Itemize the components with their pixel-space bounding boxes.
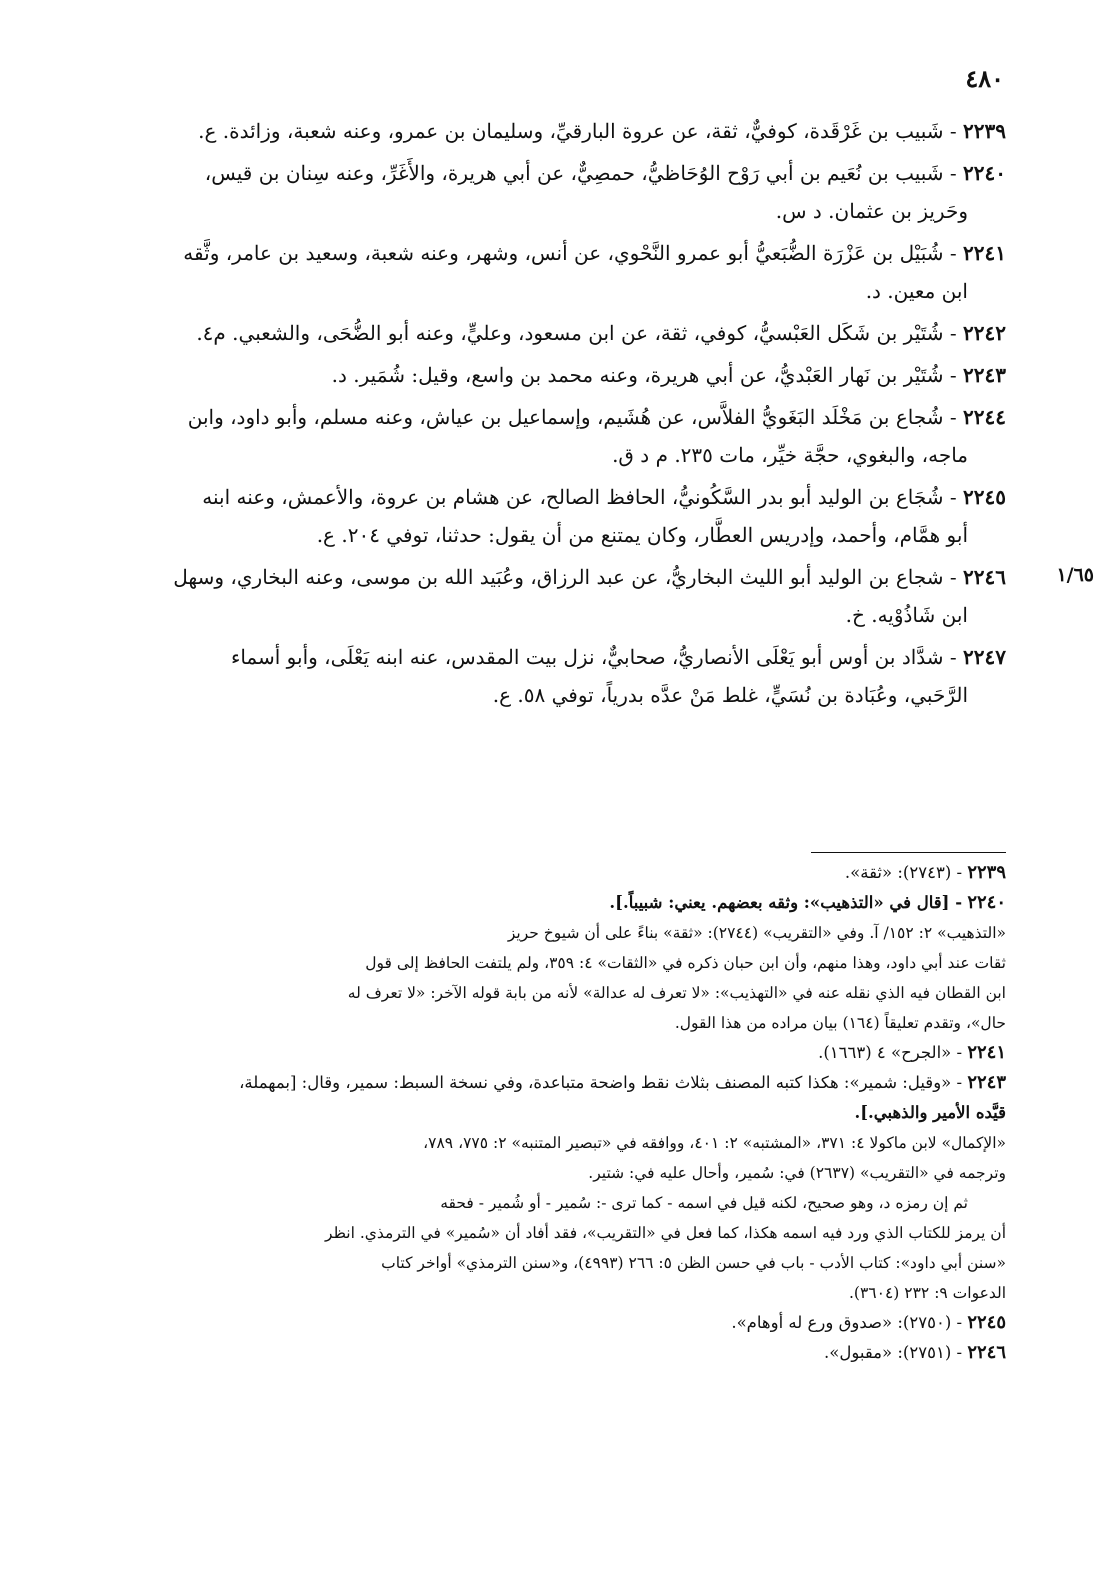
footnote-number: ٢٢٤١: [967, 1042, 1006, 1063]
footnote-number: ٢٢٤٥: [967, 1312, 1006, 1333]
entry-number: ٢٢٤٣: [963, 363, 1006, 387]
footnote-line: الدعوات ٩: ٢٣٢ (٣٦٠٤).: [849, 1284, 1006, 1302]
entry: [48, 112, 1006, 150]
entry-number: ٢٢٤٧: [963, 645, 1006, 669]
entry-continuation: أبو همَّام، وأحمد، وإدريس العطَّار، وكان يمتنع من أن يقول: حدثنا، توفي ٢٠٤. ع.: [316, 523, 968, 547]
entry-number: ٢٢٣٩: [963, 119, 1006, 143]
entry-number: ٢٢٤٢: [963, 321, 1006, 345]
footnote-text: - (٢٧٤٣): «ثقة».: [844, 863, 963, 882]
entry: [48, 314, 1006, 352]
footnote-line: وترجمه في «التقريب» (٢٦٣٧) في: سُمير، وأحال عليه في: شتير.: [588, 1164, 1006, 1182]
entry-number: ٢٢٤٤: [963, 405, 1006, 429]
footnote-line: قيَّده الأمير والذهبي.].: [854, 1103, 1006, 1122]
entry: [48, 638, 1006, 714]
entry-continuation: ماجه، والبغوي، حجَّة خيِّر، مات ٢٣٥. م د ق.: [612, 443, 968, 467]
footnote-line: «التذهيب» ٢: ١٥٢/ آ. وفي «التقريب» (٢٧٤٤): «ثقة» بناءً على أن شيوخ حريز: [507, 924, 1006, 942]
footnote: [48, 858, 1006, 888]
footnote-text: - «وقيل: شمير»: هكذا كتبه المصنف بثلاث نقط واضحة متباعدة، وفي نسخة السبط: سمير، وقال: [بمهملة،: [239, 1073, 963, 1092]
entry-text: - شُجَاع بن الوليد أبو بدر السَّكُونيُّ، الحافظ الصالح، عن هشام بن عروة، والأعمش، وعنه ابنه: [202, 485, 957, 509]
entry-text: - شَبيب بن غَرْقَدة، كوفيٌّ، ثقة، عن عروة البارقيِّ، وسليمان بن عمرو، وعنه شعبة، وزائدة. ع.: [198, 119, 957, 143]
footnote-number: ٢٢٣٩: [967, 862, 1006, 883]
footnote-line: ثقات عند أبي داود، وهذا منهم، وأن ابن حبان ذكره في «الثقات» ٤: ٣٥٩، ولم يلتفت الحافظ إلى قول: [365, 954, 1006, 972]
footnote: [48, 1308, 1006, 1338]
entry: [48, 356, 1006, 394]
footnote-number: ٢٢٤٣: [967, 1072, 1006, 1093]
entry: [48, 398, 1006, 474]
entry: [48, 478, 1006, 554]
entry-number: ٢٢٤١: [963, 241, 1006, 265]
footnotes: [48, 858, 1006, 1368]
footnote-separator: [811, 852, 1006, 853]
footnote-number: ٢٢٤٦: [967, 1342, 1006, 1363]
footnote: [48, 1038, 1006, 1068]
entry-continuation: ابن شَاذُوْيه. خ.: [845, 603, 968, 627]
footnote-text: - [قال في «التذهيب»: وثقه بعضهم. يعني: شبيباً.].: [609, 893, 963, 912]
entry: [48, 558, 1006, 634]
entry-number: ٢٢٤٠: [963, 161, 1006, 185]
footnote-line: ابن القطان فيه الذي نقله عنه في «التهذيب»: «لا تعرف له عدالة» لأنه من بابة قوله الآخر: «لا تعرف له: [347, 984, 1006, 1002]
entry-continuation: الرَّحَبي، وعُبَادة بن نُسَيٍّ، غلط مَنْ عدَّه بدرياً، توفي ٥٨. ع.: [492, 683, 968, 707]
entry-text: - شُتَيْر بن نَهار العَبْديُّ، عن أبي هريرة، وعنه محمد بن واسع، وقيل: شُمَير. د.: [331, 363, 957, 387]
entry-text: - شُتَيْر بن شَكَل العَبْسيُّ، كوفي، ثقة، عن ابن مسعود، وعليٍّ، وعنه أبو الضُّحَى، والشعبي. م٤.: [196, 321, 957, 345]
footnote: [48, 1068, 1006, 1308]
entry-number: ٢٢٤٥: [963, 485, 1006, 509]
footnote-line: أن يرمز للكتاب الذي ورد فيه اسمه هكذا، كما فعل في «التقريب»، فقد أفاد أن «سُمير» في الترمذي. انظر: [325, 1224, 1006, 1242]
marginal-folio-note: ١/٦٥: [1056, 564, 1094, 586]
footnote-number: ٢٢٤٠: [967, 892, 1006, 913]
footnote: [48, 1338, 1006, 1368]
page-number: ٤٨٠: [965, 64, 1004, 93]
footnote-text: - (٢٧٥١): «مقبول».: [824, 1343, 963, 1362]
biography-entries: [48, 112, 1006, 718]
footnote-line: «الإكمال» لابن ماكولا ٤: ٣٧١، «المشتبه» ٢: ٤٠١، ووافقه في «تبصير المتنبه» ٢: ٧٧٥، ٧٨٩،: [423, 1134, 1006, 1152]
entry-continuation: وحَريز بن عثمان. د س.: [775, 199, 968, 223]
entry-text: - شدَّاد بن أوس أبو يَعْلَى الأنصاريُّ، صحابيٌّ، نزل بيت المقدس، عنه ابنه يَعْلَى، وأبو أسماء: [230, 645, 957, 669]
entry-continuation: ابن معين. د.: [865, 279, 968, 303]
entry-text: - شُجاع بن مَخْلَد البَغَويُّ الفلاَّس، عن هُشَيم، وإسماعيل بن عياش، وعنه مسلم، وأبو داود، وابن: [187, 405, 957, 429]
entry-text: - شجاع بن الوليد أبو الليث البخاريُّ، عن عبد الرزاق، وعُبَيد الله بن موسى، وعنه البخاري، وسهل: [173, 565, 957, 589]
entry-number: ٢٢٤٦: [963, 565, 1006, 589]
entry: [48, 154, 1006, 230]
footnote-text: - (٢٧٥٠): «صدوق ورع له أوهام».: [731, 1313, 963, 1332]
entry-text: - شُبَيْل بن عَزْرَة الضُّبَعيُّ أبو عمرو النَّحْوي، عن أنس، وشهر، وعنه شعبة، وسعيد بن عامر، وثَّقه: [183, 241, 957, 265]
entry-text: - شَبيب بن نُعَيم بن أبي رَوْح الوُحَاظيُّ، حمصِيٌّ، عن أبي هريرة، والأَغَرِّ، وعنه سِنان بن قيس،: [204, 161, 957, 185]
footnote-line: ثم إن رمزه د، وهو صحيح، لكنه قيل في اسمه - كما ترى -: سُمير - أو شُمير - فحقه: [440, 1194, 968, 1212]
footnote-line: حال»، وتقدم تعليقاً (١٦٤) بيان مراده من هذا القول.: [674, 1014, 1006, 1032]
footnote: [48, 888, 1006, 1038]
footnote-text: - «الجرح» ٤ (١٦٦٣).: [818, 1043, 963, 1062]
footnote-line: «سنن أبي داود»: كتاب الأدب - باب في حسن الظن ٥: ٢٦٦ (٤٩٩٣)، و«سنن الترمذي» أواخر كتاب: [381, 1254, 1006, 1272]
entry: [48, 234, 1006, 310]
